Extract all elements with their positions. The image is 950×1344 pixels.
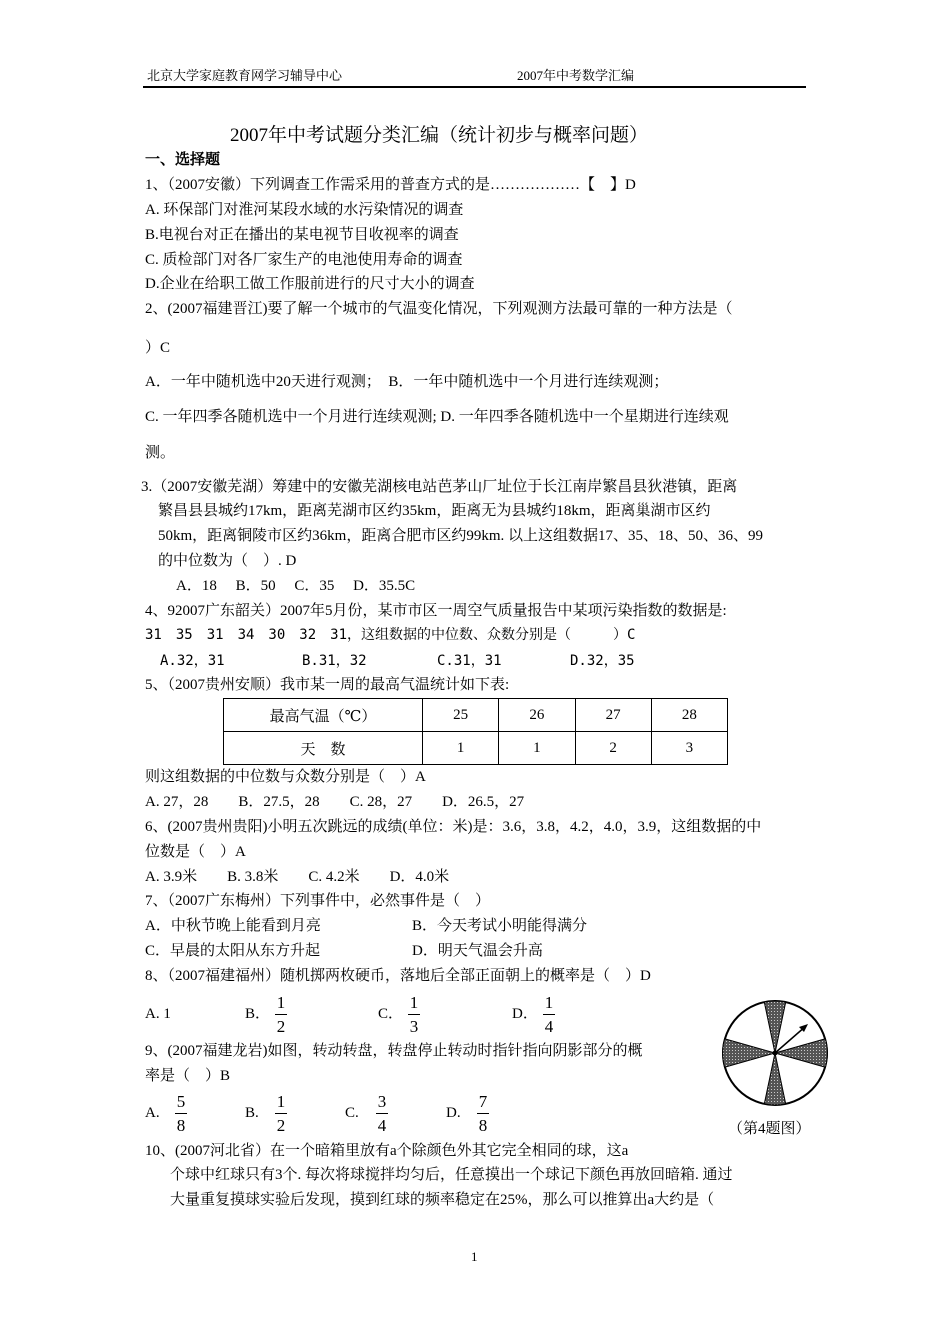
table-cell: 26 [499,699,575,732]
q9-fraction-a [175,1093,187,1134]
header-left: 北京大学家庭教育网学习辅导中心 [147,68,343,83]
denominator: 8 [176,1116,186,1135]
q2-stem: 2、(2007福建晋江)要了解一个城市的气温变化情况，下列观测方法最可靠的一种方法是（ [145,301,733,317]
q4-line-2: 31 35 31 34 30 32 31，这组数据的中位数、众数分别是（ ）C [145,627,636,643]
q9-line-2: 率是（ ）B [145,1068,231,1084]
q3-line-4: 的中位数为（ ）. D [158,553,297,569]
q10-line-1: 10、(2007河北省）在一个暗箱里放有a个除颜色外其它完全相同的球，这a [145,1143,629,1159]
q1-option-b: B.电视台对正在播出的某电视节目收视率的调查 [145,227,459,243]
q7-option-d: D．明天气温会升高 [412,943,543,959]
header-rule [143,86,806,88]
q9-option-b: B. [245,1105,259,1121]
table-cell: 27 [575,699,651,732]
q6-line-2: 位数是（ ）A [145,844,246,860]
q1-option-a: A. 环保部门对淮河某段水域的水污染情况的调查 [145,202,464,218]
q9-fraction-b [275,1093,287,1134]
q5-after: 则这组数据的中位数与众数分别是（ ）A [145,769,426,785]
section-heading: 一、选择题 [145,152,221,168]
denominator: 3 [409,1017,419,1036]
table-row [224,732,728,765]
spinner-figure [720,996,830,1110]
page-title: 2007年中考试题分类汇编（统计初步与概率问题） [230,125,649,146]
q4-option-b: B.31，32 [302,653,367,669]
table-cell: 3 [651,732,727,765]
numerator: 7 [478,1092,488,1111]
q8-stem: 8、（2007福建福州）随机掷两枚硬币，落地后全部正面朝上的概率是（ ）D [145,968,651,984]
temperature-table [223,698,728,765]
table-row [224,699,728,732]
q7-option-c: C．早晨的太阳从东方升起 [145,943,321,959]
q2-options-1: A．一年中随机选中20天进行观测； B．一年中随机选中一个月进行连续观测； [145,374,669,390]
denominator: 4 [544,1017,554,1036]
q10-line-2: 个球中红球只有3个. 每次将球搅拌均匀后，任意摸出一个球记下颜色再放回暗箱. 通过 [170,1167,733,1183]
q8-option-b: B． [245,1006,271,1022]
numerator: 5 [176,1092,186,1111]
q6-options: A. 3.9米 B. 3.8米 C. 4.2米 D．4.0米 [145,869,450,885]
q9-option-a: A. [145,1105,160,1121]
table-cell: 1 [423,732,499,765]
numerator: 1 [276,1092,286,1111]
q9-line-1: 9、(2007福建龙岩)如图，转动转盘，转盘停止转动时指针指向阴影部分的概 [145,1043,643,1059]
denominator: 8 [478,1116,488,1135]
q7-option-b: B．今天考试小明能得满分 [412,918,588,934]
q4-option-d: D.32，35 [570,653,635,669]
q9-fraction-d [477,1093,489,1134]
q8-fraction-b [275,994,287,1035]
denominator: 2 [276,1116,286,1135]
table-cell: 天 数 [224,732,423,765]
q2-stem-end: ）C [145,340,171,356]
figure-caption: （第4题图） [728,1121,811,1137]
numerator: 1 [276,993,286,1012]
q4-option-c: C.31，31 [437,653,502,669]
q8-option-d: D． [512,1006,538,1022]
denominator: 4 [377,1116,387,1135]
q6-line-1: 6、(2007贵州贵阳)小明五次跳远的成绩(单位：米)是：3.6，3.8，4.2，4.0，3.9，这组数据的中 [145,819,762,835]
q2-options-3: 测。 [145,445,176,461]
q9-option-c: C. [345,1105,359,1121]
numerator: 1 [409,993,419,1012]
q8-option-c: C． [378,1006,404,1022]
q5-stem: 5、（2007贵州安顺）我市某一周的最高气温统计如下表: [145,677,510,693]
table-cell: 25 [423,699,499,732]
numerator: 3 [377,1092,387,1111]
header-right: 2007年中考数学汇编 [517,68,635,83]
q10-line-3: 大量重复摸球实验后发现，摸到红球的频率稳定在25%，那么可以推算出a大约是（ [170,1192,715,1208]
spinner-pivot [773,1051,778,1056]
table-cell: 2 [575,732,651,765]
q9-option-d: D. [446,1105,461,1121]
q8-fraction-c [408,994,420,1035]
q8-option-a: A. 1 [145,1006,171,1022]
denominator: 2 [276,1017,286,1036]
q9-fraction-c [376,1093,388,1134]
q1-option-c: C. 质检部门对各厂家生产的电池使用寿命的调查 [145,252,463,268]
q3-line-3: 50km，距离铜陵市区约36km，距离合肥市区约99km. 以上这组数据17、35、18、50、36、99 [158,528,764,544]
q2-options-2: C. 一年四季各随机选中一个月进行连续观测; D. 一年四季各随机选中一个星期进行连续观 [145,409,729,425]
page-number: 1 [471,1249,478,1264]
q7-option-a: A．中秋节晚上能看到月亮 [145,918,321,934]
table-cell: 1 [499,732,575,765]
q7-stem: 7、（2007广东梅州）下列事件中，必然事件是（ ） [145,893,491,909]
q3-line-2: 繁昌县县城约17km，距离芜湖市区约35km，距离无为县城约18km，距离巢湖市区约 [158,503,711,519]
q3-line-1: 3.（2007安徽芜湖）筹建中的安徽芜湖核电站芭茅山厂址位于长江南岸繁昌县狄港镇，距离 [141,479,738,495]
q3-options: A．18 B．50 C．35 D．35.5C [176,578,416,594]
q5-options: A. 27，28 B．27.5，28 C. 28，27 D．26.5，27 [145,794,525,810]
q4-option-a: A.32，31 [160,653,225,669]
q1-stem: 1、（2007安徽）下列调查工作需采用的普查方式的是………………【 】D [145,177,636,193]
table-cell: 28 [651,699,727,732]
q1-option-d: D.企业在给职工做工作服前进行的尺寸大小的调查 [145,276,475,292]
numerator: 1 [544,993,554,1012]
q4-line-1: 4、92007广东韶关）2007年5月份，某市市区一周空气质量报告中某项污染指数的数据是: [145,603,727,619]
q8-fraction-d [543,994,555,1035]
table-cell: 最高气温（℃） [224,699,423,732]
